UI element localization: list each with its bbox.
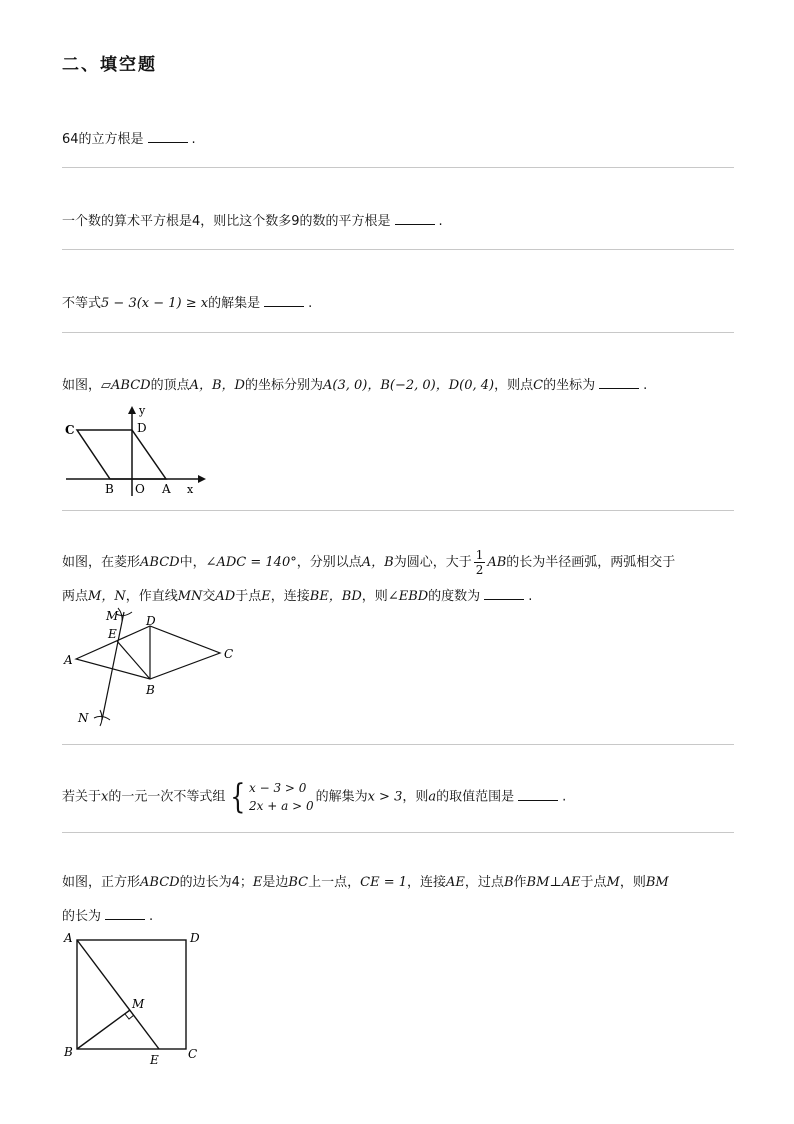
q7-text: ，连接 — [407, 875, 447, 890]
q5-text: 于点 — [235, 589, 262, 604]
question-5-line-2 — [62, 585, 532, 607]
answer-blank[interactable] — [484, 585, 524, 600]
q4-text: 的顶点 — [150, 378, 190, 393]
q5-text: 交 — [202, 589, 216, 604]
arc-N-2 — [100, 710, 102, 726]
divider — [62, 332, 734, 333]
angle-label: ∠EBD — [387, 589, 429, 604]
label-x: x — [187, 483, 194, 496]
label-B: B — [146, 683, 155, 697]
y-axis-arrow — [128, 406, 136, 414]
point-label: E — [261, 589, 271, 604]
question-3-text-2: 的解集是 — [208, 296, 261, 311]
period: . — [562, 789, 567, 805]
coords-label: A(3, 0)，B(−2, 0)，D(0, 4) — [322, 378, 495, 393]
segment-label: BM — [645, 875, 669, 890]
q7-text: 上一点， — [308, 875, 361, 890]
label-O: O — [135, 482, 145, 496]
label-C: C — [65, 423, 75, 437]
square — [77, 940, 186, 1049]
period: . — [528, 589, 533, 604]
q4-figure — [60, 400, 210, 500]
question-1-text: 64的立方根是 — [62, 132, 144, 147]
label-N: N — [78, 711, 89, 725]
q5-text: 为圆心，大于 — [393, 555, 472, 570]
fraction-denominator: 2 — [475, 563, 484, 577]
label-y: y — [139, 404, 146, 417]
segment-BM — [77, 1010, 130, 1049]
question-5-line-1 — [62, 548, 675, 577]
brace: { — [230, 776, 246, 817]
length-label: CE = 1 — [360, 875, 408, 890]
answer-blank[interactable] — [395, 210, 435, 225]
label-A: A — [64, 931, 73, 945]
period: . — [191, 132, 196, 147]
fraction-numerator: 1 — [475, 548, 484, 562]
inequality-expr: 5 − 3(x − 1) ≥ x — [101, 296, 209, 311]
label-M: M — [106, 609, 119, 623]
system-lines — [249, 779, 314, 815]
parallelogram — [77, 430, 166, 479]
var-a: a — [428, 789, 437, 805]
points-label: M，N — [88, 589, 126, 604]
q7-text: ，过点 — [464, 875, 504, 890]
inequality-system — [227, 774, 313, 820]
q6-text: 的取值范围是 — [436, 789, 515, 805]
q5-text: 两点 — [62, 589, 89, 604]
label-C: C — [188, 1047, 198, 1061]
question-3 — [62, 292, 312, 314]
question-1 — [62, 128, 196, 150]
point-c-label: C — [533, 378, 544, 393]
segment-label: AB — [487, 555, 507, 570]
q7-text: ，则 — [619, 875, 646, 890]
question-2-text: 一个数的算术平方根是4，则比这个数多9的数的平方根是 — [62, 214, 391, 229]
q5-text: ，分别以点 — [296, 555, 362, 570]
answer-blank[interactable] — [264, 292, 304, 307]
q7-text: 于点 — [580, 875, 607, 890]
segment-label: BC — [288, 875, 309, 890]
period: . — [643, 378, 648, 393]
answer-blank[interactable] — [148, 128, 188, 143]
points-label: A，B — [361, 555, 394, 570]
var-x: x — [101, 789, 109, 805]
period: . — [149, 909, 154, 924]
label-B: B — [64, 1045, 73, 1059]
answer-blank[interactable] — [518, 786, 558, 801]
question-6 — [62, 774, 566, 821]
q4-text: 的坐标分别为 — [244, 378, 323, 393]
label-D: D — [146, 614, 156, 628]
period: . — [308, 296, 313, 311]
q5-text: ，连接 — [270, 589, 310, 604]
label-M: M — [132, 997, 145, 1011]
question-3-text: 不等式 — [62, 296, 102, 311]
question-2 — [62, 210, 443, 232]
q5-text: ，则 — [361, 589, 388, 604]
label-E: E — [150, 1053, 159, 1067]
label-C: C — [224, 647, 234, 661]
label-A: A — [162, 482, 171, 496]
x-axis-arrow — [198, 475, 206, 483]
label-D: D — [190, 931, 200, 945]
q5-text: 的长为半径画弧，两弧相交于 — [506, 555, 676, 570]
q6-text: 的解集为 — [315, 789, 368, 805]
rhombus — [76, 626, 220, 679]
parallelogram-label: ▱ABCD — [101, 378, 151, 393]
segment-BE — [117, 641, 150, 679]
answer-blank[interactable] — [599, 374, 639, 389]
segments-label: BE，BD — [309, 589, 362, 604]
segment-label: AE — [446, 875, 465, 890]
q6-text: 若关于 — [62, 789, 102, 805]
divider — [62, 832, 734, 833]
q4-text: 如图， — [62, 378, 102, 393]
q5-text: 如图，在菱形 — [62, 555, 141, 570]
system-line-2: 2x + a > 0 — [249, 798, 314, 813]
divider — [62, 167, 734, 168]
q6-text: ，则 — [402, 789, 429, 805]
question-7-line-2 — [62, 905, 153, 927]
q7-figure — [60, 928, 220, 1070]
label-D: D — [137, 421, 147, 435]
period: . — [438, 214, 443, 229]
q4-text: ，则点 — [494, 378, 534, 393]
solution-label: x > 3 — [367, 789, 403, 805]
label-B: B — [105, 482, 114, 496]
q7-text: 的边长为4； — [179, 875, 253, 890]
q5-figure — [60, 606, 250, 730]
system-line-1: x − 3 > 0 — [249, 780, 307, 795]
fraction — [474, 548, 486, 577]
line-label: MN — [177, 589, 203, 604]
divider — [62, 510, 734, 511]
q5-text: 的度数为 — [428, 589, 481, 604]
perp-label: BM⊥AE — [526, 875, 581, 890]
rhombus-label: ABCD — [140, 555, 180, 570]
q7-text: 作 — [513, 875, 527, 890]
q7-text: 是边 — [262, 875, 289, 890]
segment-AE — [77, 940, 159, 1049]
points-label: A，B，D — [189, 378, 245, 393]
point-label: B — [503, 875, 514, 890]
q7-text: 的长为 — [62, 909, 102, 924]
answer-blank[interactable] — [105, 905, 145, 920]
label-A: A — [64, 653, 73, 667]
point-label: E — [252, 875, 263, 890]
q6-text: 的一元一次不等式组 — [108, 789, 226, 805]
angle-label: ∠ADC = 140° — [205, 555, 297, 570]
square-label: ABCD — [140, 875, 180, 890]
q5-text: ，作直线 — [125, 589, 178, 604]
label-E: E — [108, 627, 117, 641]
point-label: M — [606, 875, 620, 890]
q5-text: 中， — [179, 555, 206, 570]
segment-label: AD — [215, 589, 236, 604]
section-title: 二、填空题 — [62, 55, 157, 75]
question-7-line-1 — [62, 873, 669, 893]
divider — [62, 744, 734, 745]
divider — [62, 249, 734, 250]
q4-text: 的坐标为 — [543, 378, 596, 393]
q7-text: 如图，正方形 — [62, 875, 141, 890]
question-4 — [62, 374, 647, 396]
